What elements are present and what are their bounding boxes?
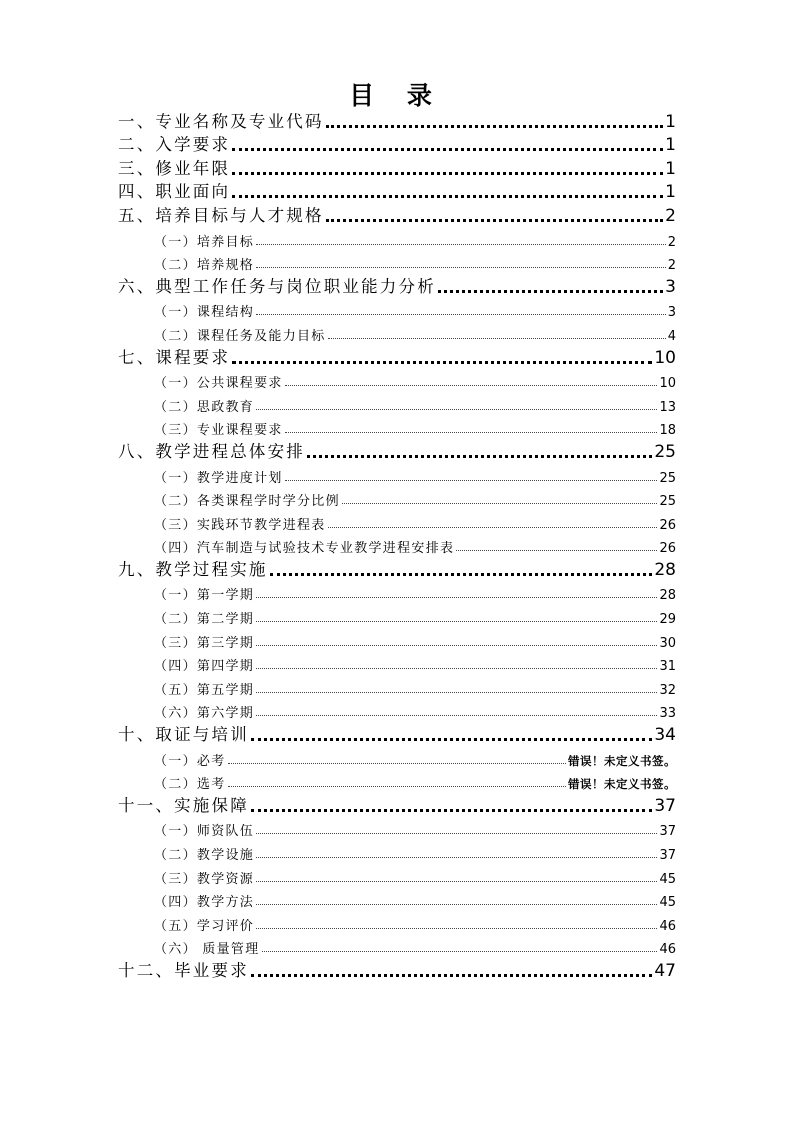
toc-entry-label: 三、修业年限 [118, 158, 231, 178]
toc-entry-label: （四）教学方法 [154, 895, 255, 911]
toc-entry-label: （三）实践环节教学进程表 [154, 517, 326, 533]
toc-entry-section[interactable] [118, 250, 676, 274]
toc-entry-section[interactable] [118, 839, 676, 863]
toc-entry-page-number: 13 [659, 399, 676, 415]
toc-entry-label: 十、取证与培训 [118, 725, 249, 745]
toc-entry-label: 十二、毕业要求 [118, 960, 249, 980]
toc-entry-section[interactable] [118, 745, 676, 769]
toc-entry-page-number: 25 [659, 494, 676, 510]
toc-entry-page-number: 37 [654, 795, 676, 816]
dot-leader [285, 476, 658, 481]
toc-entry-chapter[interactable] [118, 344, 676, 368]
toc-entry-label: （五）第五学期 [154, 682, 255, 698]
toc-entry-section[interactable] [118, 415, 676, 439]
toc-entry-chapter[interactable] [118, 179, 676, 203]
toc-entry-label: 十一、实施保障 [118, 795, 249, 815]
dot-leader [438, 286, 663, 293]
toc-entry-section[interactable] [118, 863, 676, 887]
dot-leader [256, 240, 666, 245]
toc-entry-section[interactable] [118, 887, 676, 911]
toc-entry-chapter[interactable] [118, 108, 676, 132]
dot-leader [456, 546, 657, 551]
dot-leader [256, 593, 657, 598]
toc-entry-page-number: 1 [665, 182, 676, 203]
toc-entry-page-number: 28 [654, 559, 676, 580]
dot-leader [262, 947, 658, 952]
dot-leader [256, 711, 657, 716]
toc-entry-chapter[interactable] [118, 438, 676, 462]
dot-leader [285, 428, 658, 433]
toc-entry-label: 四、职业面向 [118, 182, 231, 202]
dot-leader [232, 168, 663, 175]
toc-entry-page-number: 10 [654, 347, 676, 368]
toc-entry-page-number: 37 [659, 824, 676, 840]
toc-entry-chapter[interactable] [118, 132, 676, 156]
toc-entry-chapter[interactable] [118, 792, 676, 816]
toc-entry-page-number: 46 [659, 942, 676, 958]
toc-entry-section[interactable] [118, 509, 676, 533]
toc-entry-label: （二）思政教育 [154, 399, 255, 415]
dot-leader [232, 191, 663, 198]
toc-entry-page-number: 33 [659, 706, 676, 722]
toc-entry-page-number: 25 [659, 470, 676, 486]
toc-entry-label: （六） 质量管理 [154, 942, 260, 958]
toc-entry-section[interactable] [118, 580, 676, 604]
dot-leader [342, 499, 658, 504]
dot-leader [251, 734, 652, 741]
dot-leader [326, 121, 663, 128]
toc-entry-label: （二）课程任务及能力目标 [154, 328, 326, 344]
toc-entry-label: 七、课程要求 [118, 347, 231, 367]
dot-leader [256, 900, 657, 905]
bookmark-error-text: 错误！未定义书签。 [568, 777, 676, 792]
toc-entry-section[interactable] [118, 934, 676, 958]
toc-entry-chapter[interactable] [118, 273, 676, 297]
toc-entry-section[interactable] [118, 603, 676, 627]
toc-entry-label: （二）第二学期 [154, 612, 255, 628]
toc-entry-section[interactable] [118, 627, 676, 651]
toc-entry-section[interactable] [118, 462, 676, 486]
toc-entry-label: （四）汽车制造与试验技术专业教学进程安排表 [154, 541, 455, 557]
toc-entry-label: 八、教学进程总体安排 [118, 441, 305, 461]
toc-entry-page-number: 26 [659, 541, 676, 557]
toc-title: 目 录 [349, 81, 444, 110]
toc-entry-page-number: 3 [667, 305, 676, 321]
toc-entry-page-number: 2 [667, 258, 676, 274]
toc-entry-label: （三）教学资源 [154, 871, 255, 887]
toc-entry-chapter[interactable] [118, 957, 676, 981]
dot-leader [256, 829, 657, 834]
dot-leader [270, 569, 653, 576]
dot-leader [256, 405, 657, 410]
dot-leader [251, 805, 652, 812]
toc-entry-chapter[interactable] [118, 155, 676, 179]
toc-entry-page-number: 25 [654, 441, 676, 462]
toc-entry-section[interactable] [118, 816, 676, 840]
toc-entry-page-number: 2 [667, 234, 676, 250]
dot-leader [232, 144, 663, 151]
toc-entry-page-number: 31 [659, 659, 676, 675]
toc-entry-label: （一）培养目标 [154, 234, 255, 250]
toc-entry-section[interactable] [118, 769, 676, 793]
dot-leader [256, 924, 657, 929]
toc-entry-label: （二）教学设施 [154, 848, 255, 863]
toc-entry-page-number: 32 [659, 682, 676, 698]
toc-entry-page-number: 45 [659, 895, 676, 911]
toc-entry-page-number: 28 [659, 588, 676, 604]
dot-leader [307, 451, 652, 458]
toc-entry-page-number: 30 [659, 635, 676, 651]
toc-entry-section[interactable] [118, 368, 676, 392]
toc-entry-label: （三）专业课程要求 [154, 423, 283, 439]
dot-leader [228, 782, 566, 787]
dot-leader [251, 970, 652, 977]
toc-entry-section[interactable] [118, 391, 676, 415]
bookmark-error-text: 错误！未定义书签。 [568, 753, 676, 768]
toc-entry-section[interactable] [118, 698, 676, 722]
toc-entry-page-number: 29 [659, 612, 676, 628]
dot-leader [326, 215, 663, 222]
dot-leader [256, 853, 657, 858]
toc-entry-page-number: 37 [659, 848, 676, 863]
toc-entry-chapter[interactable] [118, 556, 676, 580]
toc-entry-label: 五、培养目标与人才规格 [118, 205, 324, 225]
toc-entry-page-number: 1 [665, 135, 676, 156]
toc-entry-label: （一）课程结构 [154, 305, 255, 321]
toc-entry-label: 一、专业名称及专业代码 [118, 111, 324, 131]
toc-entry-section[interactable] [118, 320, 676, 344]
toc-entry-chapter[interactable] [118, 202, 676, 226]
dot-leader [256, 310, 666, 315]
table-of-contents [118, 108, 676, 981]
toc-entry-section[interactable] [118, 910, 676, 934]
toc-entry-page-number: 47 [654, 960, 676, 981]
toc-entry-label: （一）必考 [154, 753, 226, 769]
toc-entry-page-number: 34 [654, 725, 676, 746]
toc-entry-page-number: 1 [665, 158, 676, 179]
dot-leader [256, 617, 657, 622]
dot-leader [328, 523, 658, 528]
dot-leader [328, 334, 666, 339]
dot-leader [256, 688, 657, 693]
toc-entry-page-number: 26 [659, 517, 676, 533]
toc-entry-label: （二）培养规格 [154, 258, 255, 274]
dot-leader [232, 357, 652, 364]
toc-entry-section[interactable] [118, 674, 676, 698]
toc-entry-page-number: 45 [659, 871, 676, 887]
toc-entry-label: （一）师资队伍 [154, 824, 255, 840]
toc-entry-label: （五）学习评价 [154, 918, 255, 934]
toc-entry-page-number: 1 [665, 111, 676, 132]
toc-entry-page-number: 2 [665, 205, 676, 226]
dot-leader [256, 877, 657, 882]
toc-entry-label: （六）第六学期 [154, 706, 255, 722]
toc-entry-label: 二、入学要求 [118, 135, 231, 155]
toc-entry-page-number: 4 [667, 328, 676, 344]
dot-leader [285, 381, 658, 386]
toc-entry-label: （四）第四学期 [154, 659, 255, 675]
dot-leader [256, 641, 657, 646]
toc-entry-label: （三）第三学期 [154, 635, 255, 651]
dot-leader [228, 759, 566, 764]
toc-entry-section[interactable] [118, 486, 676, 510]
toc-entry-section[interactable] [118, 651, 676, 675]
dot-leader [256, 664, 657, 669]
toc-entry-page-number: 3 [665, 276, 676, 297]
toc-entry-label: （二）选考 [154, 777, 226, 793]
toc-entry-section[interactable] [118, 226, 676, 250]
toc-entry-label: （二）各类课程学时学分比例 [154, 494, 340, 510]
toc-entry-section[interactable] [118, 297, 676, 321]
toc-entry-page-number: 18 [659, 423, 676, 439]
toc-entry-label: 六、典型工作任务与岗位职业能力分析 [118, 276, 436, 296]
dot-leader [256, 263, 666, 268]
toc-entry-page-number: 10 [659, 376, 676, 392]
toc-entry-label: （一）第一学期 [154, 588, 255, 604]
toc-entry-label: （一）公共课程要求 [154, 376, 283, 392]
toc-entry-section[interactable] [118, 533, 676, 557]
toc-entry-page-number: 46 [659, 918, 676, 934]
toc-entry-label: 九、教学过程实施 [118, 559, 268, 579]
toc-entry-label: （一）教学进度计划 [154, 470, 283, 486]
toc-entry-chapter[interactable] [118, 721, 676, 745]
